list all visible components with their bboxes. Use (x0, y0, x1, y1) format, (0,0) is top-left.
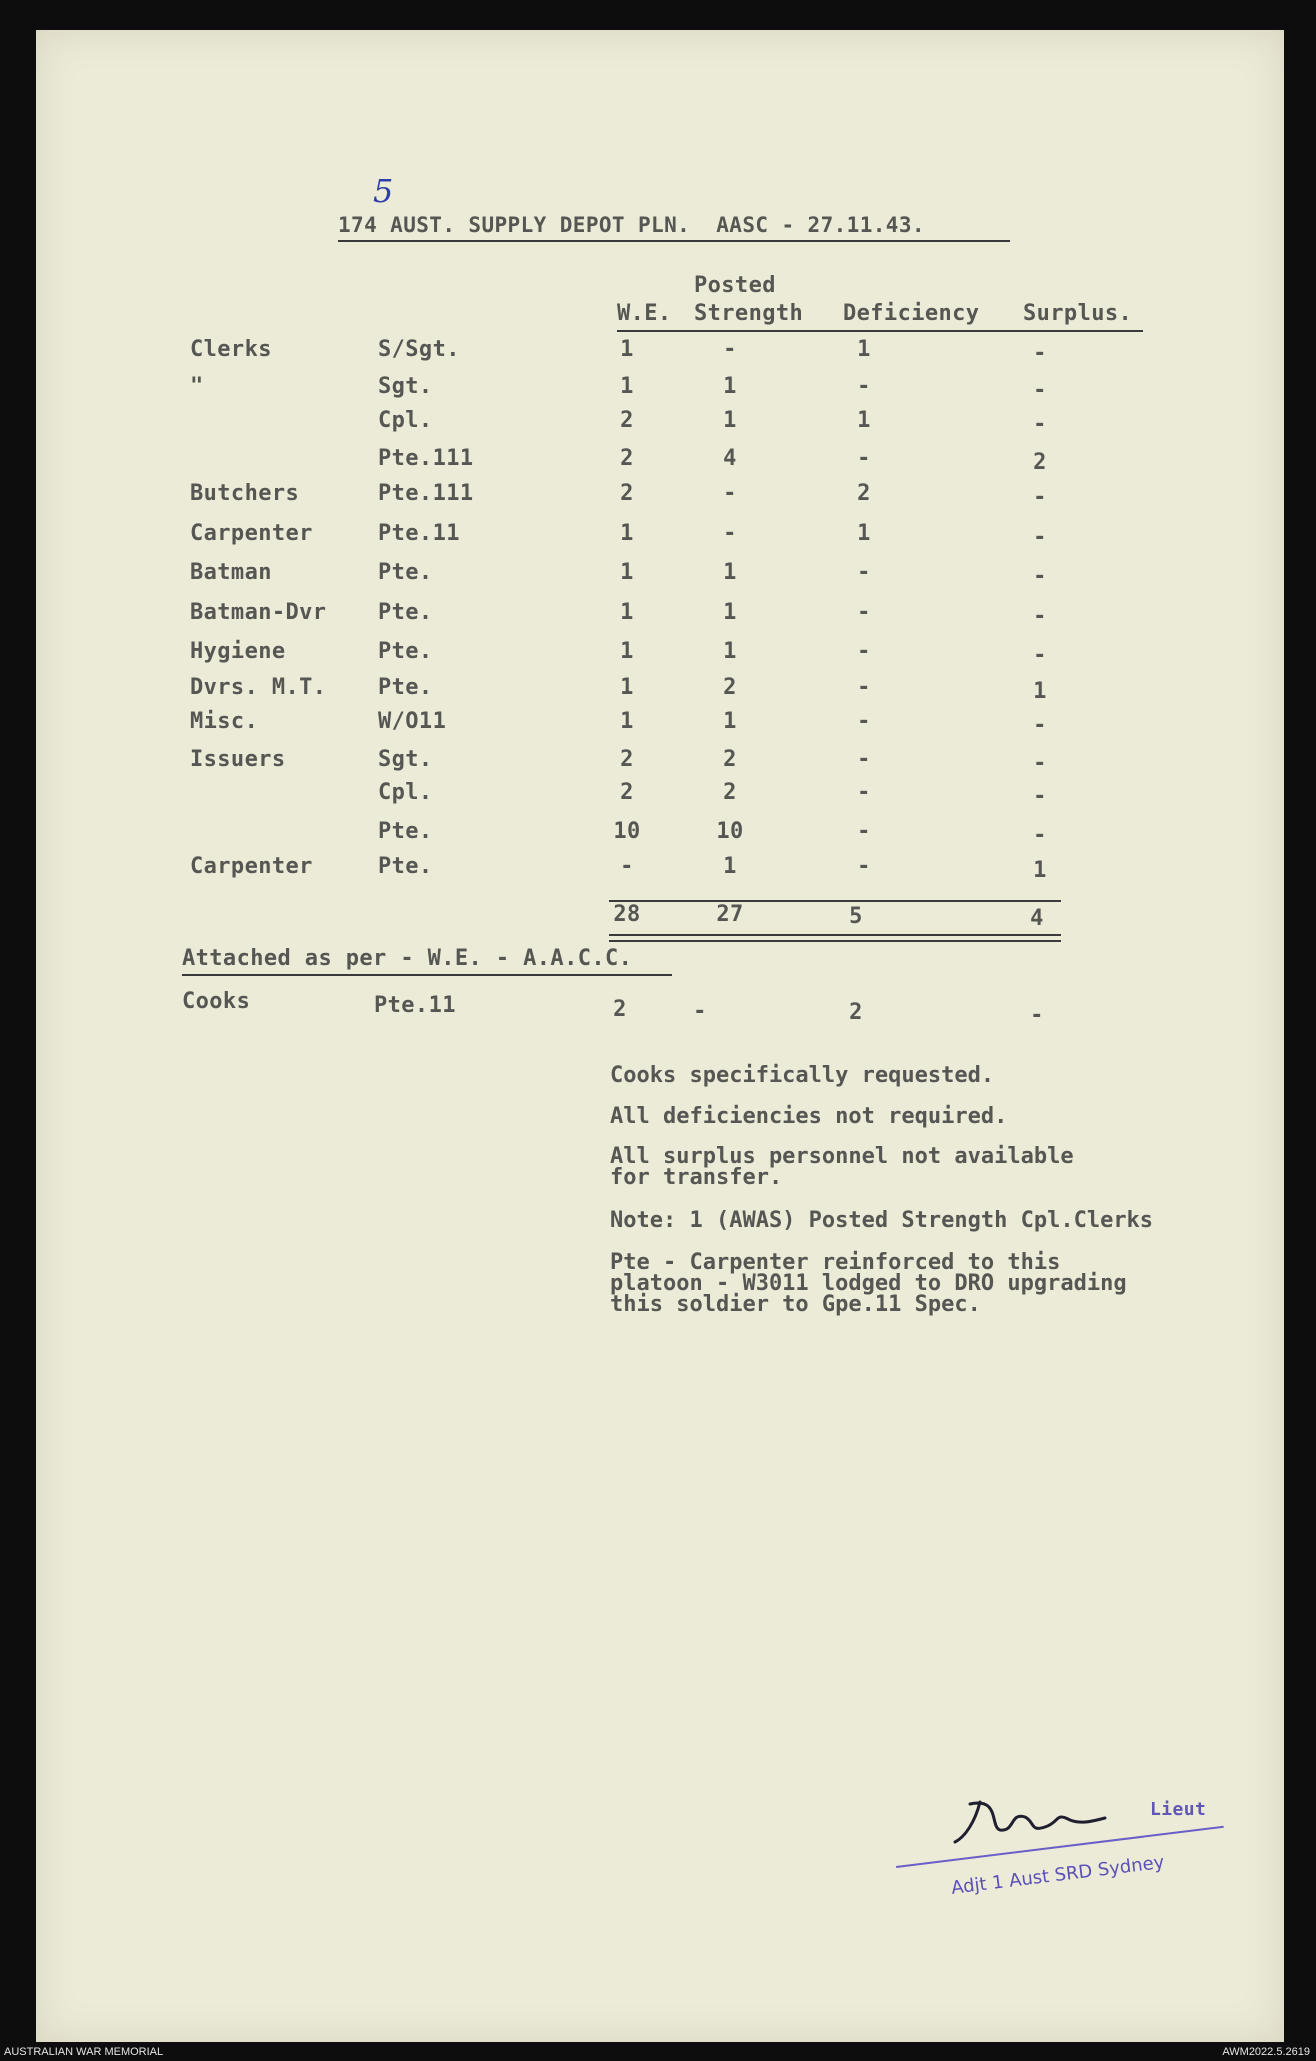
total-deficiency: 5 (849, 904, 863, 929)
row-surplus: - (1033, 643, 1047, 668)
row-we: 1 (620, 374, 634, 399)
row-we: 2 (620, 780, 634, 805)
attached-we: 2 (613, 997, 627, 1022)
header-underline (617, 330, 1143, 332)
row-trade: Misc. (190, 709, 259, 734)
attached-deficiency: 2 (849, 1000, 863, 1025)
row-we: 2 (620, 408, 634, 433)
row-we: 10 (613, 819, 641, 844)
footer-right: AWM2022.5.2619 (1222, 2046, 1310, 2058)
row-trade: Clerks (190, 337, 272, 362)
row-surplus: - (1033, 604, 1047, 629)
row-trade: " (190, 374, 204, 399)
attached-surplus: - (1030, 1003, 1044, 1028)
row-rank: Pte. (378, 854, 433, 879)
totals-bottom-rule-1 (609, 934, 1061, 936)
footer-left: AUSTRALIAN WAR MEMORIAL (4, 2046, 164, 2058)
row-deficiency: - (857, 560, 871, 585)
row-deficiency: - (857, 675, 871, 700)
row-surplus: - (1033, 564, 1047, 589)
row-posted: 10 (716, 819, 744, 844)
signature-rank: Lieut (1150, 1799, 1207, 1820)
rubber-stamp: Adjt 1 Aust SRD Sydney (950, 1851, 1166, 1899)
row-surplus: - (1033, 341, 1047, 366)
row-deficiency: - (857, 446, 871, 471)
row-rank: S/Sgt. (378, 337, 460, 362)
note-carpenter: Pte - Carpenter reinforced to this platoon - W3011 lodged to DRO upgrading this soldier to Gpe.11 Spec. (610, 1250, 1127, 1317)
row-we: 1 (620, 560, 634, 585)
row-rank: Pte. (378, 639, 433, 664)
row-trade: Carpenter (190, 521, 313, 546)
row-rank: W/O11 (378, 709, 447, 734)
row-surplus: - (1033, 713, 1047, 738)
row-deficiency: - (857, 374, 871, 399)
header-posted-line2: Strength (694, 301, 804, 326)
row-we: 2 (620, 747, 634, 772)
row-surplus: 2 (1033, 450, 1047, 475)
attached-posted: - (693, 999, 707, 1024)
row-trade: Batman (190, 560, 272, 585)
row-trade: Hygiene (190, 639, 286, 664)
row-surplus: - (1033, 525, 1047, 550)
row-we: 1 (620, 709, 634, 734)
row-rank: Pte.111 (378, 446, 474, 471)
row-we: 1 (620, 675, 634, 700)
row-deficiency: - (857, 819, 871, 844)
row-rank: Pte. (378, 560, 433, 585)
row-rank: Pte. (378, 819, 433, 844)
row-surplus: - (1033, 412, 1047, 437)
row-we: 1 (620, 639, 634, 664)
row-posted: 2 (723, 780, 737, 805)
heading-underline (338, 240, 1010, 242)
row-surplus: - (1033, 751, 1047, 776)
row-posted: 1 (723, 709, 737, 734)
row-deficiency: - (857, 600, 871, 625)
row-rank: Pte.111 (378, 481, 474, 506)
row-deficiency: 1 (857, 408, 871, 433)
row-we: 2 (620, 481, 634, 506)
row-posted: 1 (723, 408, 737, 433)
row-rank: Cpl. (378, 780, 433, 805)
total-posted: 27 (716, 902, 744, 927)
row-deficiency: 1 (857, 337, 871, 362)
header-we: W.E. (617, 301, 672, 326)
row-surplus: - (1033, 784, 1047, 809)
row-surplus: - (1033, 485, 1047, 510)
row-trade: Butchers (190, 481, 300, 506)
note-surplus: All surplus personnel not available for transfer. (610, 1144, 1074, 1190)
row-deficiency: - (857, 854, 871, 879)
total-surplus: 4 (1030, 906, 1044, 931)
totals-bottom-rule-2 (609, 940, 1061, 942)
handwritten-page-number: 5 (373, 172, 394, 210)
note-awas: Note: 1 (AWAS) Posted Strength Cpl.Clerks (610, 1208, 1154, 1233)
row-surplus: - (1033, 823, 1047, 848)
attached-rank: Pte.11 (374, 993, 456, 1018)
row-posted: 1 (723, 374, 737, 399)
header-deficiency: Deficiency (843, 301, 980, 326)
row-posted: 4 (723, 446, 737, 471)
header-surplus: Surplus. (1023, 301, 1133, 326)
row-posted: 1 (723, 560, 737, 585)
note-cooks: Cooks specifically requested. (610, 1063, 995, 1088)
row-posted: - (723, 481, 737, 506)
row-trade: Issuers (190, 747, 286, 772)
header-posted-line1: Posted (694, 273, 776, 298)
attached-trade: Cooks (182, 989, 251, 1014)
row-rank: Sgt. (378, 747, 433, 772)
row-rank: Cpl. (378, 408, 433, 433)
row-rank: Sgt. (378, 374, 433, 399)
row-deficiency: - (857, 709, 871, 734)
row-rank: Pte.11 (378, 521, 460, 546)
row-deficiency: - (857, 780, 871, 805)
note-deficiencies: All deficiencies not required. (610, 1104, 1008, 1129)
row-we: 1 (620, 521, 634, 546)
totals-top-rule (609, 900, 1061, 902)
row-posted: 2 (723, 675, 737, 700)
row-trade: Batman-Dvr (190, 600, 327, 625)
row-deficiency: 2 (857, 481, 871, 506)
row-we: 2 (620, 446, 634, 471)
row-we: 1 (620, 600, 634, 625)
total-we: 28 (613, 902, 641, 927)
row-we: 1 (620, 337, 634, 362)
row-rank: Pte. (378, 600, 433, 625)
row-deficiency: 1 (857, 521, 871, 546)
row-posted: - (723, 337, 737, 362)
row-posted: 2 (723, 747, 737, 772)
document-heading: 174 AUST. SUPPLY DEPOT PLN. AASC - 27.11.43. (338, 213, 925, 237)
attached-underline (182, 974, 672, 976)
row-we: - (620, 854, 634, 879)
row-trade: Dvrs. M.T. (190, 675, 327, 700)
attached-heading: Attached as per - W.E. - A.A.C.C. (182, 946, 633, 971)
row-trade: Carpenter (190, 854, 313, 879)
row-posted: 1 (723, 854, 737, 879)
row-deficiency: - (857, 747, 871, 772)
row-posted: - (723, 521, 737, 546)
row-rank: Pte. (378, 675, 433, 700)
row-surplus: 1 (1033, 858, 1047, 883)
row-surplus: 1 (1033, 679, 1047, 704)
row-posted: 1 (723, 600, 737, 625)
row-surplus: - (1033, 378, 1047, 403)
row-posted: 1 (723, 639, 737, 664)
row-deficiency: - (857, 639, 871, 664)
